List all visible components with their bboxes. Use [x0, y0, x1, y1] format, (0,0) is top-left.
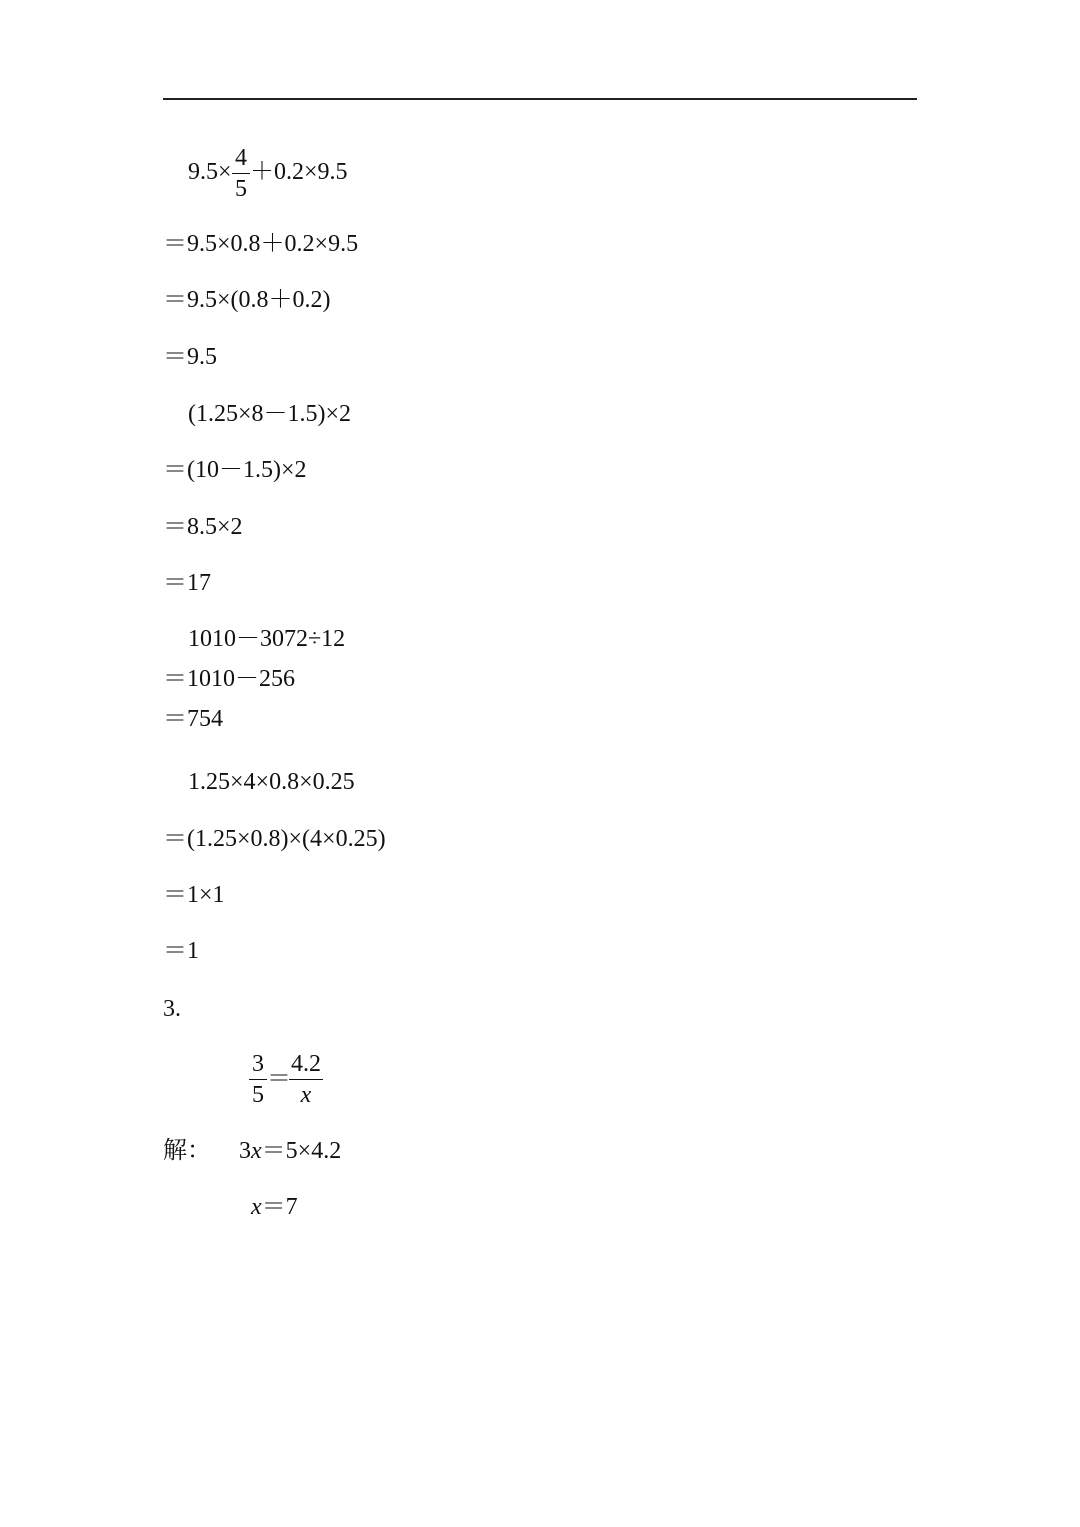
calc3-expression: 1010－3072÷12	[188, 626, 346, 652]
solve-step-1-variable: x	[251, 1138, 262, 1164]
calc2-step-2: ＝8.5×2	[163, 514, 243, 540]
problem-3-label: 3.	[163, 996, 181, 1022]
calc1-expression	[188, 158, 232, 186]
calc2-step-3: ＝17	[163, 570, 211, 596]
header-rule	[163, 98, 917, 100]
calc1-step-1: ＝9.5×0.8＋0.2×9.5	[163, 231, 359, 257]
fraction-bar	[289, 1079, 323, 1080]
calc1-expr-suffix: ＋0.2×9.5	[250, 159, 348, 185]
calc4-step-3: ＝1	[163, 938, 199, 964]
calc1-step-2: ＝9.5×(0.8＋0.2)	[163, 287, 331, 313]
calc1-fraction-denominator: 5	[235, 176, 247, 202]
solve-label: 解：	[163, 1138, 211, 1164]
calc2-expression: (1.25×8－1.5)×2	[188, 401, 352, 427]
solve-step-2-variable: x	[251, 1194, 262, 1220]
calc4-step-1: ＝(1.25×0.8)×(4×0.25)	[163, 826, 386, 852]
equation-right-denominator: x	[300, 1082, 312, 1108]
equation-equals: ＝	[267, 1066, 291, 1092]
calc3-step-1: ＝1010－256	[163, 666, 295, 692]
solve-step-2-rhs: ＝7	[261, 1194, 298, 1220]
calc1-fraction	[232, 144, 250, 203]
calc1-expr-prefix: 9.5×	[188, 159, 232, 185]
calc1-step-3: ＝9.5	[163, 344, 217, 370]
fraction-bar	[249, 1079, 267, 1080]
solve-step-1-rhs: ＝5×4.2	[261, 1138, 342, 1164]
calc4-expression: 1.25×4×0.8×0.25	[188, 769, 355, 795]
solve-step-2	[251, 1193, 298, 1221]
equation-left-denominator: 5	[252, 1082, 264, 1108]
equation-left-numerator: 3	[252, 1051, 264, 1077]
equation-right-fraction	[289, 1050, 323, 1109]
calc4-step-2: ＝1×1	[163, 882, 225, 908]
equation-right-numerator: 4.2	[291, 1051, 321, 1077]
fraction-bar	[232, 173, 250, 174]
calc2-step-1: ＝(10－1.5)×2	[163, 457, 307, 483]
solve-step-1-coefficient: 3	[239, 1138, 251, 1164]
calc1-fraction-numerator: 4	[235, 145, 247, 171]
equation-left-fraction	[249, 1050, 267, 1109]
calc3-step-2: ＝754	[163, 706, 223, 732]
solve-step-1	[239, 1137, 341, 1165]
